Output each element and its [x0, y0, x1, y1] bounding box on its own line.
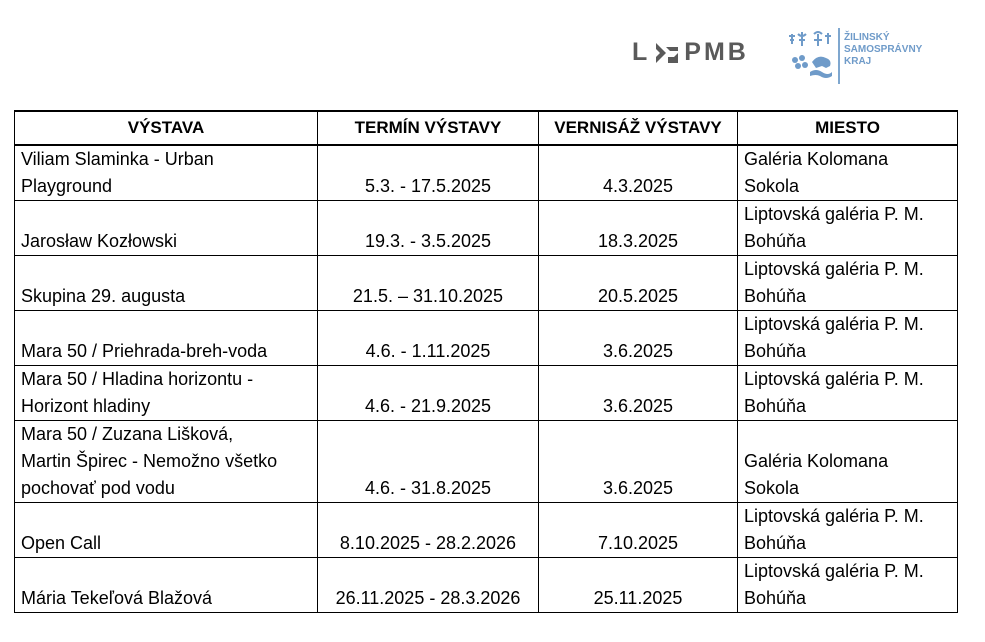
header-vystava: VÝSTAVA: [15, 111, 318, 145]
table-row: [15, 256, 958, 311]
table-row: [15, 311, 958, 366]
title-line: Open Call: [21, 533, 102, 553]
table-row: [15, 421, 958, 503]
exhibition-place: [738, 145, 958, 201]
logo-separator: [838, 28, 840, 84]
place-line: Liptovská galéria P. M.: [744, 259, 924, 279]
table-row: [15, 503, 958, 558]
place-line: Bohúňa: [744, 533, 807, 553]
place-line: Liptovská galéria P. M.: [744, 369, 924, 389]
zsk-name-line: SAMOSPRÁVNY: [844, 44, 923, 55]
exhibition-vernisage: 20.5.2025: [539, 256, 738, 311]
zsk-name-line: ŽILINSKÝ: [844, 32, 890, 43]
place-line: Sokola: [744, 176, 800, 196]
table-row: [15, 201, 958, 256]
exhibition-term: 19.3. - 3.5.2025: [318, 201, 539, 256]
place-line: Liptovská galéria P. M.: [744, 314, 924, 334]
header-miesto: MIESTO: [738, 111, 958, 145]
exhibition-vernisage: 7.10.2025: [539, 503, 738, 558]
exhibition-place: [738, 366, 958, 421]
title-line: Playground: [21, 176, 113, 196]
exhibition-term: 26.11.2025 - 28.3.2026: [318, 558, 539, 613]
exhibitions-table: [14, 110, 958, 613]
table-row: [15, 558, 958, 613]
exhibition-title: [15, 503, 318, 558]
title-line: Jarosław Kozłowski: [21, 231, 178, 251]
place-line: Galéria Kolomana: [744, 451, 889, 471]
exhibition-vernisage: 3.6.2025: [539, 421, 738, 503]
zsk-name-line: KRAJ: [844, 56, 872, 67]
title-line: Mara 50 / Zuzana Lišková,: [21, 424, 234, 444]
exhibition-title: [15, 421, 318, 503]
exhibition-vernisage: 25.11.2025: [539, 558, 738, 613]
lpmb-arrow-icon: [652, 41, 682, 65]
place-line: Liptovská galéria P. M.: [744, 506, 924, 526]
exhibition-term: 5.3. - 17.5.2025: [318, 145, 539, 201]
exhibition-title: [15, 366, 318, 421]
place-line: Liptovská galéria P. M.: [744, 561, 924, 581]
exhibition-term: 8.10.2025 - 28.2.2026: [318, 503, 539, 558]
exhibition-title: [15, 201, 318, 256]
title-line: Viliam Slaminka - Urban: [21, 149, 214, 169]
header: [0, 24, 985, 84]
exhibition-place: [738, 558, 958, 613]
exhibition-place: [738, 201, 958, 256]
table-row: [15, 145, 958, 201]
table-row: [15, 366, 958, 421]
table-header-row: [15, 111, 958, 145]
exhibition-place: [738, 421, 958, 503]
exhibition-term: 4.6. - 31.8.2025: [318, 421, 539, 503]
place-line: Bohúňa: [744, 588, 807, 608]
exhibition-vernisage: 3.6.2025: [539, 311, 738, 366]
place-line: Galéria Kolomana: [744, 149, 889, 169]
exhibition-place: [738, 503, 958, 558]
coat-of-arms-icon: [788, 28, 834, 80]
title-line: pochovať pod vodu: [21, 478, 175, 498]
place-line: Bohúňa: [744, 341, 807, 361]
place-line: Bohúňa: [744, 396, 807, 416]
title-line: Mara 50 / Hladina horizontu -: [21, 369, 254, 389]
title-line: Horizont hladiny: [21, 396, 151, 416]
exhibition-title: [15, 311, 318, 366]
exhibition-title: [15, 256, 318, 311]
header-vernisaz: VERNISÁŽ VÝSTAVY: [539, 111, 738, 145]
exhibition-place: [738, 256, 958, 311]
exhibition-vernisage: 3.6.2025: [539, 366, 738, 421]
zsk-name: [844, 28, 922, 68]
place-line: Bohúňa: [744, 286, 807, 306]
title-line: Mária Tekeľová Blažová: [21, 588, 213, 608]
exhibition-vernisage: 4.3.2025: [539, 145, 738, 201]
place-line: Sokola: [744, 478, 800, 498]
exhibition-term: 4.6. - 1.11.2025: [318, 311, 539, 366]
lpmb-logo: L PMB: [632, 38, 749, 66]
header-termin: TERMÍN VÝSTAVY: [318, 111, 539, 145]
zsk-logo: [788, 28, 922, 84]
title-line: Mara 50 / Priehrada-breh-voda: [21, 341, 268, 361]
title-line: Skupina 29. augusta: [21, 286, 186, 306]
place-line: Bohúňa: [744, 231, 807, 251]
exhibition-vernisage: 18.3.2025: [539, 201, 738, 256]
place-line: Liptovská galéria P. M.: [744, 204, 924, 224]
exhibition-place: [738, 311, 958, 366]
exhibition-term: 4.6. - 21.9.2025: [318, 366, 539, 421]
exhibition-title: [15, 558, 318, 613]
exhibition-title: [15, 145, 318, 201]
title-line: Martin Špirec - Nemožno všetko: [21, 451, 278, 471]
exhibition-term: 21.5. – 31.10.2025: [318, 256, 539, 311]
